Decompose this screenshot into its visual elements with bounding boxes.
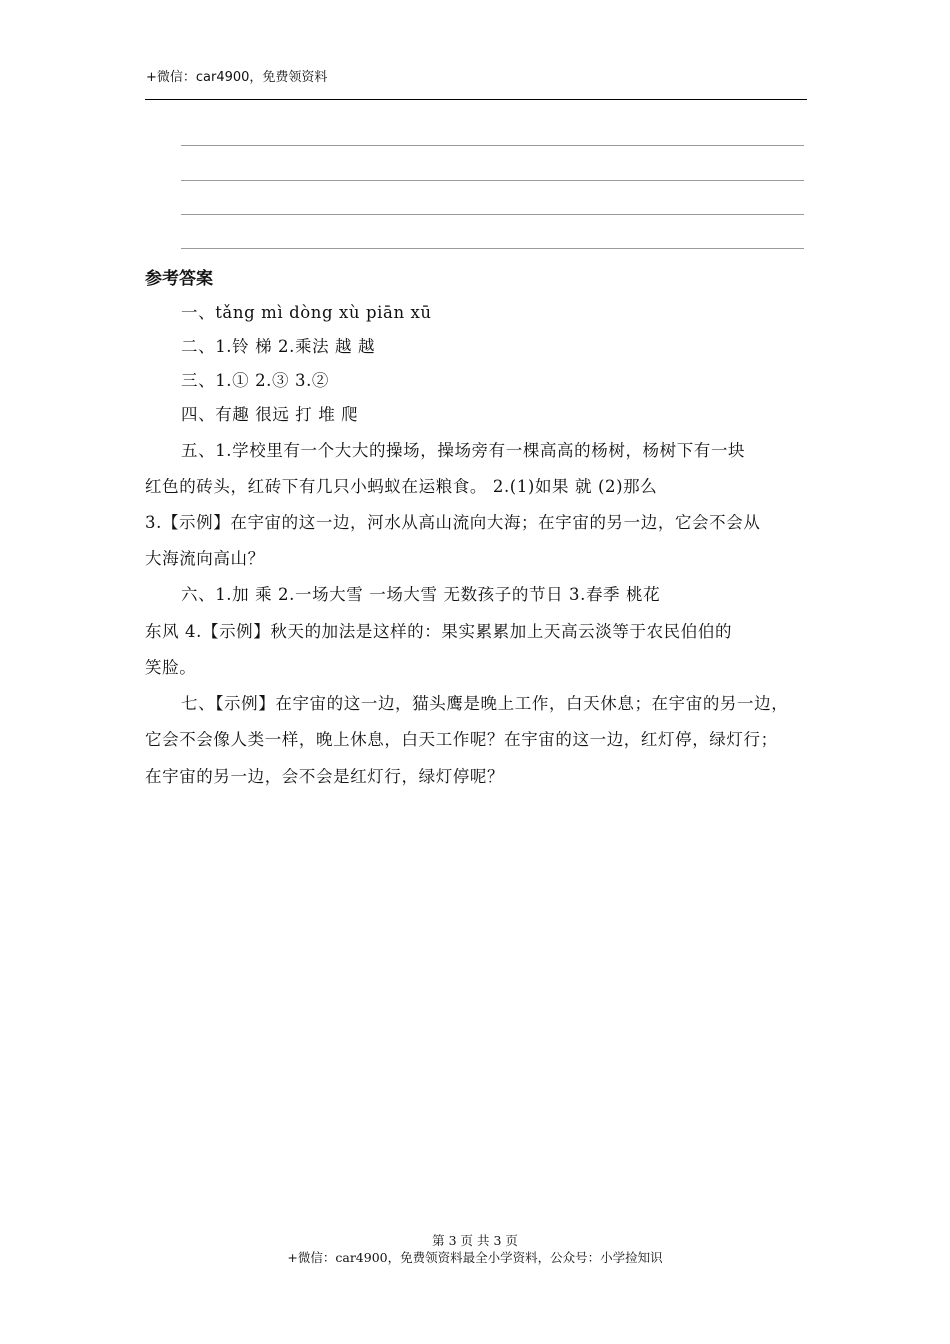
header-rule xyxy=(145,99,807,100)
page-number: 第 3 页 共 3 页 xyxy=(432,1233,518,1248)
answer-1: 一、tǎng mì dòng xù piān xū xyxy=(181,303,432,322)
blank-answer-line xyxy=(181,180,804,181)
answer-6-line-3: 笑脸。 xyxy=(145,658,197,677)
answer-5-line-2: 红色的砖头，红砖下有几只小蚂蚁在运粮食。 2.(1)如果 就 (2)那么 xyxy=(145,477,658,496)
blank-answer-line xyxy=(181,214,804,215)
answer-heading: 参考答案 xyxy=(145,269,213,289)
footer-text: +微信：car4900，免费领资料最全小学资料，公众号：小学捡知识 xyxy=(287,1250,663,1265)
answer-2: 二、1.铃 梯 2.乘法 越 越 xyxy=(181,337,376,356)
blank-answer-line xyxy=(181,145,804,146)
answer-5-line-4: 大海流向高山？ xyxy=(145,549,265,568)
answer-7-line-3: 在宇宙的另一边，会不会是红灯行，绿灯停呢？ xyxy=(145,767,505,786)
answer-6-line-1: 六、1.加 乘 2.一场大雪 一场大雪 无数孩子的节日 3.春季 桃花 xyxy=(181,585,661,604)
answer-3: 三、1.① 2.③ 3.② xyxy=(181,371,330,390)
answer-7-line-1: 七、【示例】在宇宙的这一边，猫头鹰是晚上工作，白天休息；在宇宙的另一边， xyxy=(181,694,789,713)
answer-5-line-3: 3.【示例】在宇宙的这一边，河水从高山流向大海；在宇宙的另一边，它会不会从 xyxy=(145,513,761,532)
answer-4: 四、有趣 很远 打 堆 爬 xyxy=(181,405,359,424)
answer-7-line-2: 它会不会像人类一样，晚上休息，白天工作呢？在宇宙的这一边，红灯停，绿灯行； xyxy=(145,730,778,749)
header-text: +微信：car4900，免费领资料 xyxy=(146,70,328,85)
answer-6-line-2: 东风 4.【示例】秋天的加法是这样的：果实累累加上天高云淡等于农民伯伯的 xyxy=(145,622,733,641)
answer-5-line-1: 五、1.学校里有一个大大的操场，操场旁有一棵高高的杨树，杨树下有一块 xyxy=(181,441,746,460)
blank-answer-line xyxy=(181,248,804,249)
